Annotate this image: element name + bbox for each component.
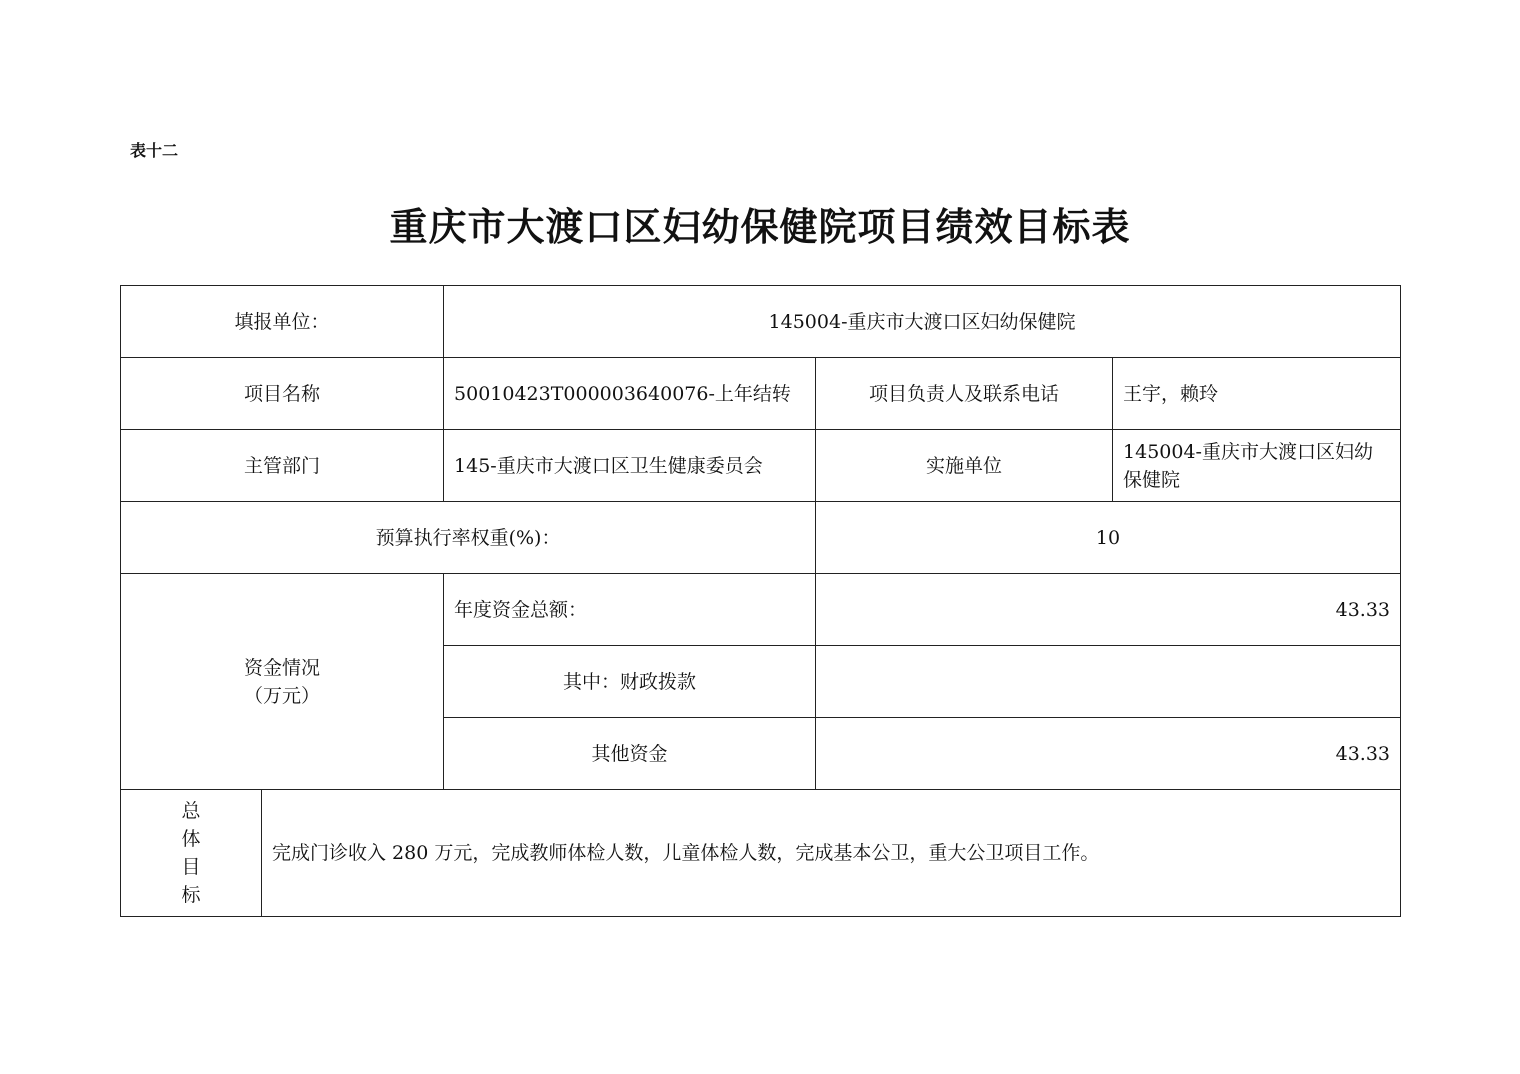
table-row-reporting-unit (121, 286, 1401, 358)
project-contact-value: 王宇，赖玲 (1113, 358, 1401, 430)
performance-goal-table (120, 285, 1401, 917)
reporting-unit-label: 填报单位： (121, 286, 444, 358)
overall-goal-value: 完成门诊收入 280 万元，完成教师体检人数，儿童体检人数，完成基本公卫，重大公卫项目工作。 (262, 790, 1401, 917)
implementing-unit-value: 145004-重庆市大渡口区妇幼保健院 (1113, 430, 1401, 502)
implementing-unit-label: 实施单位 (816, 430, 1113, 502)
funds-label (121, 574, 444, 790)
reporting-unit-value: 145004-重庆市大渡口区妇幼保健院 (444, 286, 1401, 358)
funds-label-line1: 资金情况 (244, 656, 321, 679)
project-name-value: 50010423T000003640076-上年结转 (444, 358, 816, 430)
document-title: 重庆市大渡口区妇幼保健院项目绩效目标表 (389, 204, 1131, 249)
table-row-department (121, 430, 1401, 502)
annual-total-value: 43.33 (816, 574, 1401, 646)
overall-goal-label-text: 总体目标 (181, 800, 201, 906)
table-row-budget-weight (121, 502, 1401, 574)
table-row-overall-goal (121, 790, 1401, 917)
fiscal-funds-value (816, 646, 1401, 718)
funds-label-line2: （万元） (244, 684, 321, 707)
budget-weight-label: 预算执行率权重(%)： (121, 502, 816, 574)
table-row-project (121, 358, 1401, 430)
project-name-label: 项目名称 (121, 358, 444, 430)
department-label: 主管部门 (121, 430, 444, 502)
overall-goal-label (121, 790, 262, 917)
department-value: 145-重庆市大渡口区卫生健康委员会 (444, 430, 816, 502)
fiscal-funds-label: 其中：财政拨款 (444, 646, 816, 718)
other-funds-label: 其他资金 (444, 718, 816, 790)
project-contact-label: 项目负责人及联系电话 (816, 358, 1113, 430)
annual-total-label: 年度资金总额： (444, 574, 816, 646)
table-row-annual-total (121, 574, 1401, 646)
table-number-label: 表十二 (130, 141, 179, 160)
other-funds-value: 43.33 (816, 718, 1401, 790)
budget-weight-value: 10 (816, 502, 1401, 574)
